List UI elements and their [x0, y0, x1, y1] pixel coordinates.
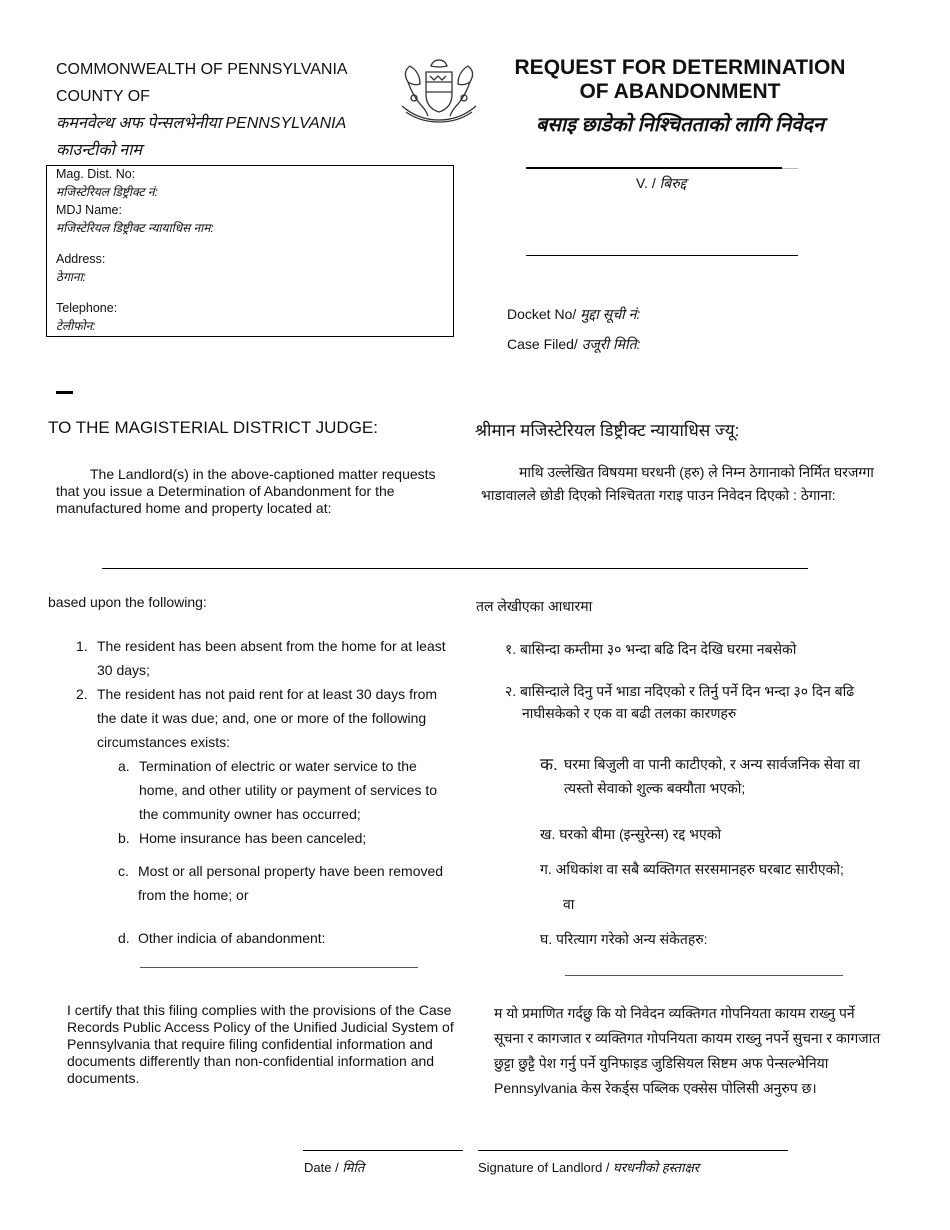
request-text-en: The Landlord(s) in the above-captioned matter requests that you issue a Determination of Abandonment for the manufactured home and property located at: — [56, 466, 436, 516]
address-label-np: ठेगाना: — [56, 270, 86, 284]
salutation-en: TO THE MAGISTERIAL DISTRICT JUDGE: — [48, 418, 378, 437]
date-label — [304, 1158, 364, 1176]
basis-en: based upon the following: — [48, 594, 207, 610]
docket-label: Docket No/ — [507, 306, 577, 322]
case-filed-label: Case Filed/ — [507, 336, 578, 352]
mag-dist-label: Mag. Dist. No: — [56, 167, 136, 181]
item-2-number: 2. — [76, 686, 88, 702]
mdj-name-label: MDJ Name: — [56, 203, 122, 217]
address-label: Address: — [56, 252, 106, 266]
form-title-np: बसाइ छाडेको निश्चितताको लागि निवेदन — [535, 114, 825, 136]
item-1-number: 1. — [76, 638, 88, 654]
mdj-name-label-np: मजिस्टेरियल डिष्ट्रीक्ट न्यायाधिस नाम: — [56, 221, 214, 235]
item-b-number: b. — [118, 830, 130, 846]
property-address-line[interactable] — [102, 568, 808, 569]
request-text-np: माथि उल्लेखित विषयमा घरधनी (हरु) ले निम्न ठेगानाको निर्मित घरजग्गा भाडावालले छोडी दिएको निश्चितता गराइ पाउन निवेदन दिएको : ठेगाना: — [481, 464, 874, 503]
item-kha-text: ख. घरको बीमा (इन्सुरेन्स) रद्द भएको — [540, 826, 722, 842]
form-title — [490, 56, 870, 104]
mag-dist-label-np: मजिस्टेरियल डिष्ट्रीक्ट नं: — [56, 185, 158, 199]
county-line-np: काउन्टीको नाम — [56, 142, 142, 159]
item-d-number: d. — [118, 930, 130, 946]
date-label-en: Date / — [304, 1160, 339, 1175]
item-c-text: Most or all personal property have been removed from the home; or — [138, 863, 444, 903]
telephone-label-np: टेलीफोन: — [56, 319, 96, 333]
item-ka-number: क. — [540, 755, 558, 774]
court-info-box — [46, 165, 454, 337]
item-1-text-np: १. बासिन्दा कम्तीमा ३० भन्दा बढि दिन देखि घरमा नबसेको — [505, 641, 797, 657]
item-gha-text: घ. परित्याग गरेको अन्य संकेतहरु: — [540, 931, 708, 947]
signature-label-np: घरधनीको हस्ताक्षर — [613, 1160, 700, 1175]
plaintiff-line-end — [782, 168, 798, 169]
case-filed-label-np: उजूरी मिति: — [581, 336, 641, 352]
signature-line[interactable] — [478, 1150, 788, 1151]
other-indicia-line-np[interactable] — [565, 975, 843, 976]
signature-label-en: Signature of Landlord / — [478, 1160, 610, 1175]
item-or-np: वा — [563, 896, 575, 912]
defendant-line[interactable] — [526, 255, 798, 256]
basis-np: तल लेखीएका आधारमा — [476, 598, 593, 614]
item-b-text: Home insurance has been canceled; — [139, 830, 367, 846]
court-heading — [56, 56, 396, 164]
item-a-number: a. — [118, 758, 130, 774]
item-ga-text: ग. अधिकांश वा सबै ब्यक्तिगत सरसमानहरु घरबाट सारीएको; — [540, 861, 844, 877]
salutation-np: श्रीमान मजिस्टेरियल डिष्ट्रीक्ट न्यायाधिस ज्यू: — [475, 421, 740, 440]
dash-mark — [56, 391, 73, 394]
case-filed-field — [507, 335, 641, 354]
plaintiff-line[interactable] — [526, 167, 782, 169]
item-ka-text: घरमा बिजुली वा पानी काटीएको, र अन्य सार्वजनिक सेवा वा त्यस्तो सेवाको शुल्क बक्यौता भएको; — [564, 756, 860, 796]
docket-field — [507, 305, 640, 324]
item-c-number: c. — [118, 863, 129, 879]
date-line[interactable] — [303, 1150, 463, 1151]
county-line: COUNTY OF — [56, 88, 150, 105]
form-title-line2: OF ABANDONMENT — [579, 80, 781, 103]
signature-label — [478, 1158, 699, 1176]
versus-np: बिरुद्द — [659, 175, 687, 191]
item-a-text: Termination of electric or water service to the home, and other utility or payment of services to the community owner has occurred; — [139, 758, 438, 822]
item-2-text: The resident has not paid rent for at least 30 days from the date it was due; and, one or more of the following circumstances exists: — [97, 686, 438, 750]
form-title-line1: REQUEST FOR DETERMINATION — [514, 56, 846, 79]
item-1-text: The resident has been absent from the home for at least 30 days; — [97, 638, 446, 678]
certification-np: म यो प्रमाणित गर्दछु कि यो निवेदन व्यक्तिगत गोपनियता कायम राख्नु पर्ने सूचना र कागजात र व्यक्तिगत गोपनियता कायम राख्नु नपर्ने सुचना र कागजात छुट्टा छुट्टै पेश गर्नु पर्ने युनिफाइड जुडिसियल सिष्टम अफ पेन्सल्भेनिया Pennsylvania केस रेकर्ड्स पब्लिक एक्सेस पोलिसी अनुरुप छ। — [494, 1005, 881, 1096]
docket-label-np: मुद्दा सूची नं: — [580, 306, 641, 322]
certification-en: I certify that this filing complies with the provisions of the Case Records Public Access Policy of the Unified Judicial System of Pennsylvania that require filing confidential information and documents differently than non-confidential information and documents. — [67, 1002, 454, 1086]
versus-en: V. / — [636, 175, 656, 191]
date-label-np: मिति — [342, 1160, 365, 1175]
commonwealth-line-np: कमनवेल्थ अफ पेन्सलभेनीया PENNSYLVANIA — [56, 115, 347, 132]
other-indicia-line-en[interactable] — [140, 967, 418, 968]
item-d-text: Other indicia of abandonment: — [138, 930, 326, 946]
versus-label — [636, 174, 686, 193]
pennsylvania-seal-icon — [394, 54, 484, 126]
commonwealth-line: COMMONWEALTH OF PENNSYLVANIA — [56, 61, 348, 78]
item-2-text-np: २. बासिन्दाले दिनु पर्ने भाडा नदिएको र तिर्नु पर्ने दिन भन्दा ३० दिन बढि नाघीसकेको र एक वा बढी तलका कारणहरु — [505, 683, 855, 721]
telephone-label: Telephone: — [56, 301, 118, 315]
